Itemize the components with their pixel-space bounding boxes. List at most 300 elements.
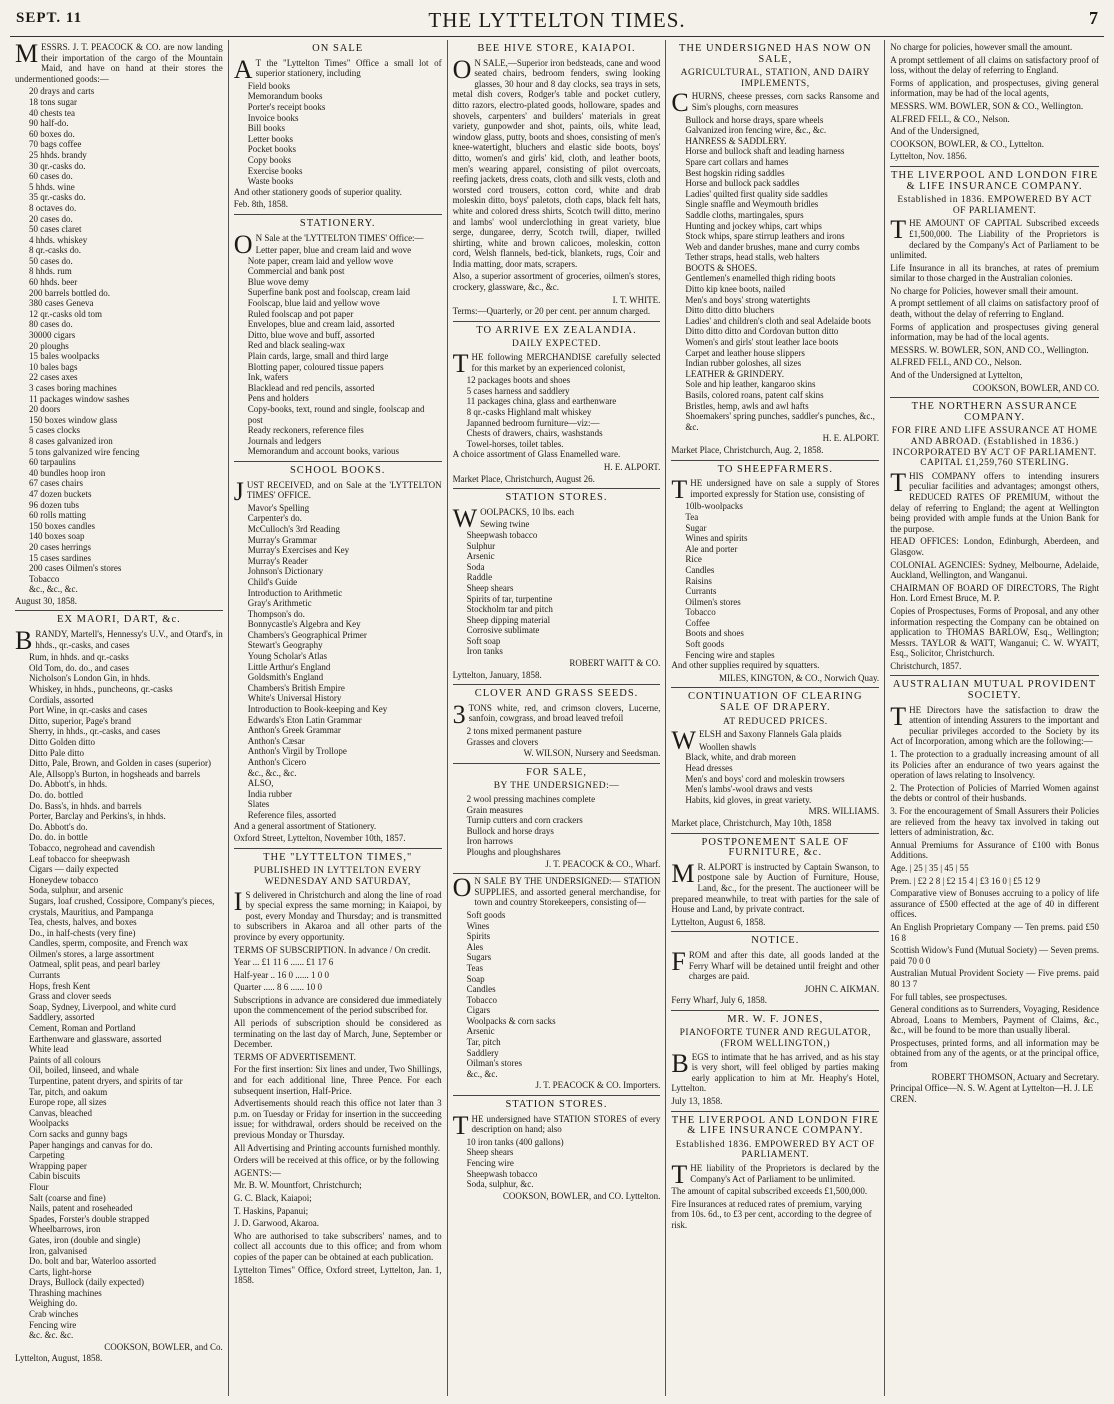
- goods-item: Foolscap, blue laid and yellow wove: [247, 298, 380, 309]
- goods-item: Tar, pitch, and oakum: [29, 1086, 108, 1097]
- ad-paragraph: J. D. Garwood, Akaroa.: [233, 1218, 320, 1229]
- ad-title: CONTINUATION OF CLEARING SALE OF DRAPERY.: [688, 691, 863, 714]
- goods-item: 200 cases Oilmen's stores: [29, 563, 122, 574]
- goods-list: [453, 1137, 661, 1190]
- goods-item: Women's and girls' stout leather lace boots: [685, 337, 839, 348]
- ad-subtitle: AT REDUCED PRICES.: [722, 716, 828, 727]
- advertisement: [453, 489, 661, 685]
- ad-paragraph: AGENTS:—: [233, 1167, 281, 1178]
- goods-item: 80 cases do.: [29, 319, 73, 330]
- ad-dateline: July 13, 1858.: [671, 1096, 723, 1107]
- ad-subtitle: AGRICULTURAL, STATION, AND DAIRY IMPLEMENTS,: [680, 68, 870, 89]
- goods-item: 70 bags coffee: [29, 139, 82, 150]
- goods-item: Blotting paper, coloured tissue papers: [247, 361, 384, 372]
- goods-item: Exercise books: [247, 165, 303, 176]
- goods-item: Little Arthur's England: [247, 661, 331, 672]
- goods-item: Wines and spirits: [685, 533, 748, 544]
- goods-item: Memorandum and account books, various: [247, 446, 400, 457]
- ad-subtitle: FOR FIRE AND LIFE ASSURANCE AT HOME AND ABROAD. (Established in 1836.) INCORPORATED BY ACT OF PARLIAMENT. CAPITAL £1,259,760 STERLING.: [891, 426, 1098, 469]
- ad-body: MESSRS. J. T. PEACOCK & CO. are now landing their importation of the cargo of the Mountain Maid, and have on hand at their stores the undermentioned goods:—: [15, 40, 223, 84]
- goods-item: 60 cases do.: [29, 171, 73, 182]
- ad-paragraph: Prospectuses, printed forms, and all information may be obtained from any of the agents, or at the principal office, from: [890, 1037, 1099, 1070]
- goods-item: McCulloch's 3rd Reading: [247, 523, 340, 534]
- ad-paragraph: TERMS OF ADVERTISEMENT.: [233, 1051, 356, 1062]
- goods-list: [671, 501, 879, 660]
- goods-item: 60 rolls matting: [29, 510, 86, 521]
- ad-title: SCHOOL BOOKS.: [289, 464, 386, 476]
- ad-paragraph: For the first insertion: Six lines and under, Two Shillings, and for each additional line, Three Pence. For each subsequent insertion, Half-Price.: [233, 1064, 442, 1096]
- goods-item: Field books: [247, 80, 291, 91]
- goods-item: Men's lambs'-wool draws and vests: [685, 784, 813, 795]
- ad-paragraph: 3. For the encouragement of Small Assurers their Policies are relieved from the heavy tax involved in taking out letters of administration, &c.: [890, 806, 1099, 838]
- goods-item: India rubber: [247, 788, 293, 799]
- ad-subtitle: BY THE UNDERSIGNED:—: [493, 781, 620, 792]
- goods-item: 20 cases herrings: [29, 541, 91, 552]
- ad-body: THE undersigned have on sale a supply of Stores imported expressly for Station use, consisting of: [671, 475, 880, 505]
- goods-item: Ale, Allsopp's Burton, in hogsheads and barrels: [29, 768, 201, 779]
- goods-item: Fencing wire: [29, 1319, 77, 1330]
- goods-item: Indian rubber goloshes, all sizes: [685, 358, 802, 369]
- goods-item: Tobacco: [29, 573, 60, 584]
- goods-item: Fencing wire: [466, 1158, 514, 1168]
- goods-item: Tobacco: [685, 607, 716, 618]
- goods-item: Web and dander brushes, mane and curry combs: [685, 241, 860, 252]
- goods-item: Currants: [29, 970, 60, 981]
- goods-item: Sugar: [685, 522, 707, 533]
- goods-item: Horse and bullock pack saddles: [685, 178, 800, 189]
- goods-item: Cigars: [466, 1005, 491, 1016]
- newspaper-columns: [10, 40, 1104, 1396]
- column-4: [666, 40, 885, 1396]
- goods-item: 18 tons sugar: [29, 96, 77, 107]
- ad-paragraph: Annual Premiums for Assurance of £100 with Bonus Additions.: [890, 839, 1099, 861]
- ad-body: BRANDY, Martell's, Hennessy's U.V., and Otard's, in hhds., qr.-casks, and cases: [15, 626, 223, 656]
- goods-item: Letter paper, blue and cream laid and wove: [255, 245, 412, 256]
- advertisement: [453, 874, 661, 1096]
- goods-item: Soap, Sydney, Liverpool, and white curd: [29, 1001, 176, 1012]
- ad-paragraph: Also, a superior assortment of groceries, oilmen's stores, crockery, glassware, &c., &c.: [452, 271, 661, 293]
- ad-body: AT the "Lyttelton Times" Office a small lot of superior stationery, including: [233, 54, 442, 84]
- goods-item: 3 cases boring machines: [29, 383, 117, 393]
- masthead: THE LYTTELTON TIMES.: [428, 8, 686, 32]
- ad-paragraph: General conditions as to Surrenders, Voyaging, Residence Abroad, Loans to Members, Payment of Claims, &c., &c., will be found to be more than usually liberal.: [890, 1004, 1099, 1036]
- goods-item: Soft goods: [466, 909, 506, 920]
- advertiser-signature: JOHN C. AIKMAN.: [804, 983, 880, 994]
- goods-item: Envelopes, blue and cream laid, assorted: [247, 319, 395, 330]
- goods-item: 40 chests tea: [29, 107, 75, 118]
- goods-item: White lead: [29, 1044, 69, 1055]
- goods-item: Nails, patent and roseheaded: [29, 1203, 133, 1214]
- goods-item: Chests of drawers, chairs, washstands: [466, 428, 603, 439]
- ad-title: ON SALE: [312, 43, 364, 54]
- goods-item: Chambers's Geographical Primer: [247, 629, 367, 640]
- ad-body: ON SALE BY THE UNDERSIGNED:— STATION SUPPLIES, and assorted general merchandise, for town and country Storekeepers, consisting of—: [452, 873, 661, 908]
- goods-item: Sherry, in hhds., qr.-casks, and cases: [29, 726, 161, 737]
- goods-item: Do. Abbott's do.: [29, 821, 88, 832]
- ad-body: THE undersigned have STATION STORES of every description on hand; also: [452, 1110, 661, 1140]
- goods-item: Soft soap: [466, 635, 501, 646]
- goods-item: 200 barrels bottled do.: [29, 287, 110, 298]
- ad-paragraph: Scottish Widow's Fund (Mutual Society) — Seven prems. paid 70 0 0: [890, 945, 1099, 966]
- goods-item: 90 half-do.: [29, 118, 69, 129]
- goods-item: Grass and clover seeds: [29, 991, 112, 1002]
- column-1: [10, 40, 229, 1396]
- goods-item: Paper hangings and canvas for do.: [29, 1139, 153, 1150]
- ad-paragraph: All Advertising and Printing accounts furnished monthly.: [233, 1142, 440, 1153]
- ad-paragraph: Half-year .. 16 0 ...... 1 0 0: [233, 969, 330, 980]
- advertiser-signature: J. T. PEACOCK & CO., Wharf.: [545, 858, 661, 869]
- goods-item: 8 qr.-casks do.: [29, 245, 81, 256]
- page-number: 7: [1089, 8, 1098, 28]
- goods-item: Superfine bank post and foolscap, cream laid: [247, 287, 410, 298]
- goods-item: Nicholson's London Gin, in hhds.: [29, 673, 151, 684]
- goods-item: Horse and bullock shaft and leading harness: [685, 146, 845, 157]
- goods-item: Carts, light-horse: [29, 1266, 92, 1277]
- goods-item: Ditto kip knee boots, nailed: [685, 284, 786, 295]
- advertisement: [453, 685, 661, 764]
- goods-item: Candles, sperm, composite, and French wax: [29, 938, 188, 949]
- goods-item: Old Tom, do. do., and cases: [29, 662, 129, 673]
- goods-item: Do. Bass's, in hhds. and barrels: [29, 800, 142, 811]
- goods-item: Tobacco: [466, 994, 497, 1005]
- goods-item: Gentlemen's enamelled thigh riding boots: [685, 273, 836, 284]
- goods-item: Tether straps, head stalls, web halters: [685, 252, 820, 263]
- ad-body: THE Directors have the satisfaction to draw the attention of intending Assurers to the important and peculiar privileges accorded to the Society by its Act of Incorporation, among which are the following:—: [890, 701, 1099, 747]
- goods-item: Wines: [466, 920, 490, 931]
- ad-dateline: Market Place, Christchurch, August 26.: [452, 473, 595, 484]
- advertisement: [671, 461, 879, 689]
- advertisement: [671, 40, 879, 461]
- goods-item: Introduction to Arithmetic: [247, 587, 343, 598]
- goods-item: Note paper, cream laid and yellow wove: [247, 255, 394, 266]
- goods-item: Sulphur: [466, 540, 496, 551]
- goods-item: 50 cases claret: [29, 224, 82, 235]
- goods-item: Ploughs and ploughshares: [466, 846, 561, 857]
- goods-item: 25 hhds. brandy: [29, 149, 87, 160]
- ad-paragraph: G. C. Black, Kaiapoi;: [233, 1192, 312, 1203]
- goods-list: [15, 86, 223, 595]
- goods-list: [453, 375, 661, 449]
- goods-item: Men's and boys' strong watertights: [685, 294, 811, 305]
- advertisement: [453, 764, 661, 874]
- goods-item: 150 boxes candles: [29, 520, 95, 531]
- advertiser-signature: MRS. WILLIAMS.: [808, 806, 880, 817]
- advertiser-signature: ROBERT THOMSON, Actuary and Secretary.: [931, 1071, 1099, 1082]
- goods-item: Saddlery: [466, 1047, 499, 1058]
- goods-item: 67 cases chairs: [29, 478, 83, 489]
- ad-dateline: Terms:—Quarterly, or 20 per cent. per annum charged.: [452, 306, 651, 317]
- ad-paragraph: For full tables, see prospectuses.: [890, 991, 1008, 1002]
- ad-body: ON Sale at the 'LYTTELTON TIMES' Office:—: [233, 229, 424, 259]
- ad-paragraph: Quarter ..... 8 6 ...... 10 0: [233, 982, 323, 993]
- ad-paragraph: Comparative view of Bonuses accruing to a policy of life assurance of £500 effected at the age of 40 in different offices.: [890, 888, 1099, 920]
- goods-item: Bristles, hemp, awls and awl hafts: [685, 400, 809, 411]
- ad-subtitle: Established in 1836. EMPOWERED BY ACT OF PARLIAMENT.: [897, 195, 1092, 216]
- goods-item: Cement, Roman and Portland: [29, 1023, 136, 1034]
- goods-item: Soda: [466, 561, 485, 572]
- goods-item: Tobacco, negrohead and cavendish: [29, 842, 155, 853]
- goods-item: Tea: [685, 511, 699, 522]
- goods-item: Ladies' and children's cloth and seal Adelaide boots: [685, 315, 871, 326]
- goods-item: Gates, iron (double and single): [29, 1234, 141, 1245]
- goods-list: [234, 81, 442, 187]
- ad-title: POSTPONEMENT SALE OF FURNITURE, &c.: [701, 836, 850, 859]
- goods-item: Ruled foolscap and pot paper: [247, 308, 354, 319]
- advertisement: [234, 215, 442, 462]
- goods-item: Child's Guide: [247, 576, 298, 587]
- goods-item: Red and black sealing-wax: [247, 340, 346, 351]
- goods-item: Do. do. bottled: [29, 789, 83, 800]
- goods-item: 5 hhds. wine: [29, 181, 75, 192]
- goods-item: Bonnycastle's Algebra and Key: [247, 619, 361, 630]
- ad-title: BEE HIVE STORE, KAIAPOI.: [477, 43, 636, 54]
- goods-item: Copy-books, text, round and single, foolscap and post: [247, 404, 425, 425]
- goods-item: Woolpacks: [29, 1118, 69, 1129]
- goods-item: Anthon's Cæsar: [247, 735, 305, 746]
- goods-item: Iron harrows: [466, 836, 513, 847]
- goods-item: Spirits of tar, turpentine: [466, 593, 553, 604]
- goods-item: 5 tons galvanized wire fencing: [29, 446, 140, 457]
- ad-paragraph: Australian Mutual Provident Society — Five prems. paid 80 13 7: [890, 968, 1099, 989]
- ad-title: THE "LYTTELTON TIMES,": [263, 851, 413, 863]
- ad-paragraph: Mr. B. W. Mountfort, Christchurch;: [233, 1180, 362, 1191]
- goods-list: [234, 503, 442, 821]
- goods-item: Turpentine, patent dryers, and spirits of tar: [29, 1076, 183, 1086]
- ad-paragraph: ALFRED FELL, & CO., Nelson.: [890, 113, 1010, 124]
- ad-title: THE UNDERSIGNED HAS NOW ON SALE,: [678, 43, 872, 65]
- goods-item: Mavor's Spelling: [247, 502, 310, 513]
- goods-list: [453, 910, 661, 1080]
- goods-item: Do. do. in bottle: [29, 832, 88, 843]
- goods-item: 96 dozen tubs: [29, 499, 79, 510]
- goods-item: Ditto, Pale, Brown, and Golden in cases (superior): [29, 758, 211, 769]
- goods-item: 150 boxes window glass: [29, 414, 118, 425]
- advertisement: [671, 932, 879, 1011]
- ad-paragraph: MESSRS. WM. BOWLER, SON & CO., Wellington.: [890, 100, 1084, 111]
- goods-item: 10 bales bags: [29, 361, 78, 372]
- goods-item: Soap: [466, 973, 485, 984]
- goods-item: Cordials, assorted: [29, 694, 94, 705]
- goods-item: Spare cart collars and hames: [685, 156, 789, 167]
- goods-item: Introduction to Book-keeping and Key: [247, 704, 388, 715]
- goods-item: 12 qr.-casks old tom: [29, 308, 102, 319]
- ad-title: THE LIVERPOOL AND LONDON FIRE & LIFE INSURANCE COMPANY.: [671, 1114, 879, 1137]
- goods-item: Grain measures: [466, 804, 523, 815]
- goods-item: Ditto ditto ditto and Cordovan button ditto: [685, 326, 839, 337]
- advertisement: [890, 40, 1099, 167]
- ad-paragraph: Forms of application and prospectuses giving general information, may be had of the local agents.: [890, 321, 1099, 343]
- goods-item: Salt (coarse and fine): [29, 1192, 106, 1203]
- ad-dateline: Fire Insurances at reduced rates of premium, varying from 10s. 6d., to £3 per cent, according to the degree of risk.: [671, 1198, 872, 1230]
- ad-paragraph: Orders will be received at this office, or by the following: [233, 1155, 439, 1166]
- goods-item: Anthon's Greek Grammar: [247, 725, 341, 736]
- goods-item: Murray's Reader: [247, 555, 308, 566]
- ad-paragraph: HEAD OFFICES: London, Edinburgh, Aberdeen, and Glasgow.: [890, 536, 1099, 557]
- goods-item: Plain cards, large, small and third large: [247, 351, 389, 362]
- goods-item: Earthenware and glassware, assorted: [29, 1033, 162, 1044]
- goods-item: Johnson's Dictionary: [247, 566, 324, 577]
- ad-title: THE NORTHERN ASSURANCE COMPANY.: [911, 401, 1078, 423]
- goods-item: Rum, in hhds. and qr.-casks: [29, 652, 129, 663]
- ad-dateline: Christchurch, 1857.: [890, 660, 962, 671]
- ad-dateline: Principal Office—N. S. W. Agent at Lyttelton—H. J. LE CREN.: [890, 1083, 1094, 1104]
- goods-item: Edwards's Eton Latin Grammar: [247, 714, 362, 725]
- advertiser-signature: COOKSON, BOWLER, and Co.: [104, 1341, 223, 1352]
- column-2: [229, 40, 448, 1396]
- ad-body: THIS COMPANY offers to intending insurers peculiar facilities and advantages; amongst others, REDUCED RATES OF PREMIUM, without the delay of referring to England; the agent at Wellington being provided with ample funds at the Union Bank for the purpose.: [890, 467, 1099, 534]
- goods-item: Sugars: [466, 952, 492, 963]
- goods-item: Black, white, and drab moreen: [685, 752, 796, 763]
- goods-item: Memorandum books: [247, 91, 323, 102]
- goods-item: Anthon's Virgil by Trollope: [247, 746, 347, 757]
- advertisement: [671, 1011, 879, 1112]
- goods-item: Porter's receipt books: [247, 101, 326, 112]
- goods-item: Stock whips, spare stirrup leathers and irons: [685, 231, 845, 242]
- advertiser-signature: COOKSON, BOWLER, AND CO.: [972, 382, 1099, 393]
- goods-item: Sheep dipping material: [466, 614, 551, 625]
- goods-item: Candles: [685, 564, 715, 575]
- goods-item: White's Universal History: [247, 693, 342, 704]
- advertiser-signature: MILES, KINGTON, & CO., Norwich Quay.: [718, 672, 880, 683]
- ad-title: FOR SALE,: [526, 766, 587, 778]
- ad-title: MR. W. F. JONES,: [727, 1013, 824, 1025]
- goods-item: Best hogskin riding saddles: [685, 167, 785, 178]
- goods-item: Young Scholar's Atlas: [247, 651, 328, 662]
- goods-item: Tea, chests, halves, and boxes: [29, 917, 137, 928]
- goods-item: Cabin biscuits: [29, 1171, 81, 1182]
- advertiser-signature: W. WILSON, Nursery and Seedsman.: [523, 748, 661, 759]
- ad-body: WELSH and Saxony Flannels Gala plaids: [671, 726, 842, 756]
- goods-item: 50 cases do.: [29, 255, 73, 266]
- goods-item: 60 boxes do.: [29, 128, 75, 139]
- goods-item: Towel-horses, toilet tables.: [466, 438, 564, 449]
- goods-item: Ditto Pale ditto: [29, 747, 84, 758]
- goods-item: Tar, pitch: [466, 1037, 501, 1048]
- goods-item: Sheepwash tobacco: [466, 1168, 538, 1179]
- ad-paragraph: CHAIRMAN OF BOARD OF DIRECTORS, The Right Hon. Lord Ernest Bruce, M. P.: [890, 582, 1099, 604]
- ad-title: NOTICE.: [751, 935, 800, 947]
- goods-item: Murray's Exercises and Key: [247, 545, 350, 556]
- advertisement: [234, 462, 442, 849]
- goods-item: Candles: [466, 984, 496, 995]
- goods-item: 40 bundles hoop iron: [29, 467, 106, 478]
- goods-list: [453, 519, 661, 657]
- goods-item: Wheelbarrows, iron: [29, 1224, 101, 1235]
- advertisement: [671, 834, 879, 933]
- goods-item: Murray's Grammar: [247, 534, 317, 545]
- ad-body: THE following MERCHANDISE carefully selected for this market by an experienced colonist,: [452, 349, 661, 379]
- ad-note: A choice assortment of Glass Enamelled ware.: [452, 449, 621, 460]
- goods-item: Woolpacks & corn sacks: [466, 1015, 556, 1026]
- goods-item: Bullock and horse drays, spare wheels: [685, 114, 824, 125]
- ad-dateline: Lyttelton, January, 1858.: [452, 669, 542, 680]
- goods-item: Sewing twine: [480, 519, 530, 530]
- goods-item: Coffee: [685, 617, 710, 628]
- ad-subtitle: PUBLISHED IN LYTTELTON EVERY WEDNESDAY AND SATURDAY,: [253, 866, 422, 887]
- ad-subtitle: Established 1836. EMPOWERED BY ACT OF PARLIAMENT.: [675, 1139, 875, 1161]
- ad-dateline: Lyttelton, August 6, 1858.: [671, 916, 766, 927]
- goods-item: 8 qr.-casks Highland malt whiskey: [466, 407, 592, 417]
- goods-item: Raddle: [466, 572, 493, 583]
- advertisement: [234, 40, 442, 215]
- ad-title: THE LIVERPOOL AND LONDON FIRE & LIFE INSURANCE COMPANY.: [891, 169, 1099, 192]
- ad-paragraph: ALFRED FELL, AND CO., Nelson.: [890, 357, 1022, 368]
- goods-item: 60 hhds. beer: [29, 277, 78, 288]
- goods-item: Japanned bedroom furniture—viz:—: [466, 417, 600, 428]
- ad-paragraph: And of the Undersigned at Lyttelton,: [890, 370, 1023, 381]
- goods-item: Carpeting: [29, 1150, 65, 1161]
- goods-item: 5 cases harness and saddlery: [466, 385, 570, 396]
- goods-item: 5 cases clocks: [29, 425, 80, 436]
- goods-item: 10lb-woolpacks: [685, 501, 743, 512]
- ad-paragraph: 1. The protection to a gradually increasing amount of all its Policies after an endurance of two years against the operation of laws relating to Insolvency.: [890, 749, 1099, 781]
- ad-title: STATION STORES.: [505, 1099, 608, 1111]
- goods-item: Rice: [685, 554, 702, 565]
- goods-item: Teas: [466, 962, 483, 973]
- ad-dateline: Feb. 8th, 1858.: [233, 199, 289, 210]
- goods-item: Corn sacks and gunny bags: [29, 1128, 128, 1139]
- advertisement: [890, 398, 1099, 676]
- goods-item: Goldsmith's England: [247, 672, 324, 683]
- goods-item: Boots and shoes: [685, 628, 744, 639]
- goods-item: Porter, Barclay and Perkins's, in hhds.: [29, 811, 166, 822]
- advertiser-signature: I. T. WHITE.: [612, 294, 661, 305]
- ad-dateline: Market place, Christchurch, May 10th, 1858: [671, 817, 832, 828]
- goods-item: Do. Abbott's, in hhds.: [29, 779, 108, 790]
- goods-item: 11 packages china, glass and earthenware: [466, 396, 617, 407]
- goods-item: Chambers's British Empire: [247, 682, 345, 693]
- advertiser-signature: H. E. ALPORT.: [822, 433, 880, 444]
- goods-item: HANRESS & SADDLERY.: [685, 135, 787, 146]
- column-5: [885, 40, 1104, 1396]
- goods-item: 30000 cigars: [29, 330, 76, 341]
- goods-item: Iron, galvanised: [29, 1245, 87, 1256]
- column-3: [448, 40, 667, 1396]
- goods-item: Arsenic: [466, 1026, 495, 1037]
- goods-item: ALSO,: [247, 778, 274, 789]
- goods-item: Journals and ledgers: [247, 435, 322, 446]
- ad-body: THE AMOUNT OF CAPITAL Subscribed exceeds £1,500,000. The Liability of the Proprietors is declared by the Company's Act of Parliament to be unlimited.: [890, 215, 1099, 261]
- ad-title: CLOVER AND GRASS SEEDS.: [474, 688, 639, 700]
- ad-title: AUSTRALIAN MUTUAL PROVIDENT SOCIETY.: [892, 679, 1097, 702]
- goods-item: Sole and hip leather, kangaroo skins: [685, 379, 816, 390]
- goods-item: Basils, colored roans, patent calf skins: [685, 390, 824, 400]
- goods-item: Shoemakers' spring punches, saddler's punches, &c., &c.: [685, 411, 875, 432]
- goods-item: 380 cases Geneva: [29, 298, 94, 309]
- goods-item: Europe rope, all sizes: [29, 1097, 107, 1108]
- ad-note: And other stationery goods of superior quality.: [233, 186, 402, 197]
- goods-item: &c., &c., &c.: [247, 767, 297, 778]
- issue-date: SEPT. 11: [16, 10, 83, 26]
- ad-note: And a general assortment of Stationery.: [233, 820, 377, 831]
- ad-paragraph: The amount of capital subscribed exceeds £1,500,000.: [671, 1186, 868, 1197]
- goods-list: [453, 794, 661, 858]
- goods-list: [234, 245, 442, 457]
- goods-item: 11 packages window sashes: [29, 393, 130, 404]
- goods-item: Sheep shears: [466, 1147, 514, 1158]
- goods-item: Thrashing machines: [29, 1287, 102, 1298]
- goods-list: [15, 652, 223, 1341]
- ad-paragraph: Subscriptions in advance are considered due immediately upon the commencement of the period subscribed for.: [233, 994, 442, 1016]
- goods-item: LEATHER & GRINDERY.: [685, 368, 784, 379]
- ad-paragraph: TERMS OF SUBSCRIPTION. In advance / On credit.: [233, 944, 431, 955]
- goods-item: Gray's Arithmetic: [247, 598, 312, 609]
- ad-note: Copies of Prospectuses, Forms of Proposal, and any other information respecting the Company can be obtained on application to THOMAS BARLOW, Esq., Wellington; Messrs. TAYLOR & WATT, Wanganui; C. W. WYATT, Esq., Solicitor, Christchurch.: [890, 605, 1099, 659]
- ad-title: TO ARRIVE EX ZEALANDIA.: [476, 324, 637, 336]
- goods-item: Ladies' quilted first quality side saddles: [685, 188, 828, 199]
- advertisement: [671, 688, 879, 833]
- ad-paragraph: Age. | 25 | 35 | 45 | 55: [890, 862, 969, 873]
